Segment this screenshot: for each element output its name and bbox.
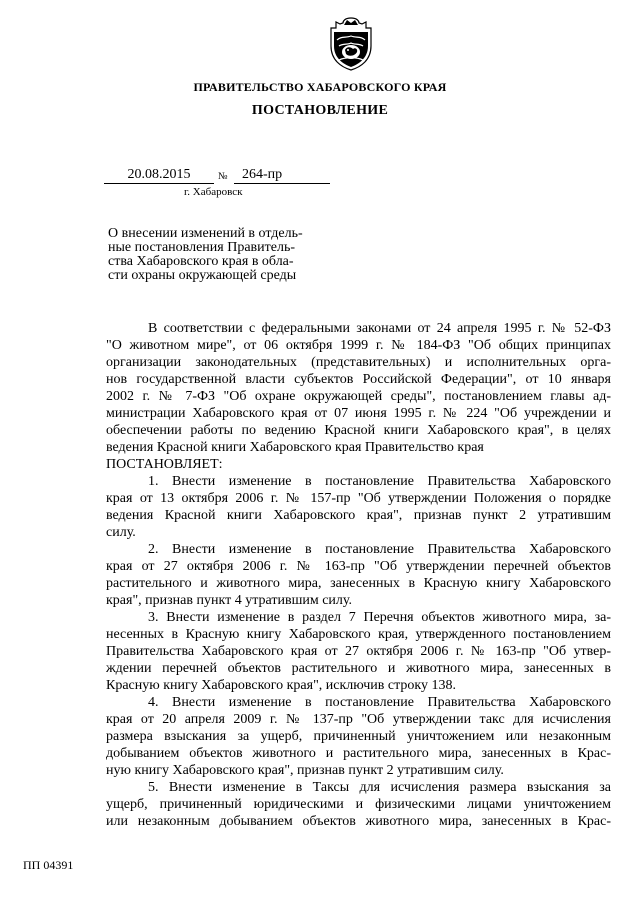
body-paragraph	[106, 541, 611, 609]
organization-name: ПРАВИТЕЛЬСТВО ХАБАРОВСКОГО КРАЯ	[193, 80, 447, 94]
body-line: добыванием объектов животного и растительного мира, занесенных в Крас-	[106, 746, 611, 761]
body-line: края от 20 апреля 2009 г. № 137-пр "Об утверждении такс для исчисления	[106, 712, 611, 727]
body-paragraph	[106, 456, 611, 473]
body-line: силу.	[106, 525, 136, 540]
document-subject	[108, 226, 303, 283]
body-paragraph	[106, 694, 611, 779]
subject-line: О внесении изменений в отдель-	[108, 226, 303, 241]
body-line: ную книгу Хабаровского края", признав пункт 2 утратившим силу.	[106, 763, 504, 778]
body-line: размера взыскания за ущерб, причиненный уничтожением или незаконным	[106, 729, 611, 744]
subject-line: сти охраны окружающей среды	[108, 268, 297, 283]
body-line: В соответствии с федеральными законами от 24 апреля 1995 г. № 52-ФЗ	[148, 321, 611, 336]
body-paragraph	[106, 320, 611, 456]
body-line: 4. Внести изменение в постановление Правительства Хабаровского	[148, 695, 611, 710]
body-line: 2002 г. № 7-ФЗ "Об охране окружающей среды", постановлением главы ад-	[106, 389, 611, 404]
body-line: 3. Внести изменение в раздел 7 Перечня объектов животного мира, за-	[148, 610, 611, 625]
body-line: 2. Внести изменение в постановление Правительства Хабаровского	[148, 542, 611, 557]
body-line: ущерб, причиненный юридическими и физическими лицами уничтожением	[106, 797, 611, 812]
body-line: нов государственной власти субъектов Российской Федерации", от 10 января	[106, 372, 611, 387]
body-line: Красную книгу Хабаровского края", исключив строку 138.	[106, 678, 456, 693]
body-line: растительного и животного мира, занесенных в Красную книгу Хабаровского	[106, 576, 611, 591]
body-paragraph	[106, 473, 611, 541]
body-line: министрации Хабаровского края от 07 июня 1995 г. № 224 "Об учреждении и	[106, 406, 611, 421]
body-line: 5. Внести изменение в Таксы для исчисления размера взыскания за	[148, 780, 611, 795]
document-city: г. Хабаровск	[184, 186, 243, 198]
body-paragraph	[106, 779, 611, 830]
body-line: ждении перечней объектов растительного и животного мира, занесенных в	[106, 661, 611, 676]
document-date: 20.08.2015	[104, 167, 214, 184]
body-line: края", признав пункт 4 утратившим силу.	[106, 593, 353, 608]
body-line: организации законодательных (представительных) и исполнительных орга-	[106, 355, 611, 370]
document-body	[106, 320, 611, 830]
body-line: или незаконным добыванием объектов животного мира, занесенных в Крас-	[106, 814, 611, 829]
khabarovsk-coat-of-arms-icon	[327, 16, 375, 72]
subject-line: ные постановления Правитель-	[108, 240, 296, 255]
body-line: края от 27 октября 2006 г. № 163-пр "Об утверждении перечней объектов	[106, 559, 611, 574]
body-line: Правительства Хабаровского края от 27 октября 2006 г. № 163-пр "Об утвер-	[106, 644, 611, 659]
body-line: ПОСТАНОВЛЯЕТ:	[106, 457, 223, 472]
body-line: обеспечении работы по ведению Красной книги Хабаровского края", в целях	[106, 423, 611, 438]
subject-line: ства Хабаровского края в обла-	[108, 254, 294, 269]
body-paragraph	[106, 609, 611, 694]
document-number: 264-пр	[234, 167, 330, 184]
body-line: 1. Внести изменение в постановление Правительства Хабаровского	[148, 474, 611, 489]
document-type: ПОСТАНОВЛЕНИЕ	[251, 103, 389, 118]
body-line: края от 13 октября 2006 г. № 157-пр "Об утверждении Положения о порядке	[106, 491, 611, 506]
body-line: ведения Красной книги Хабаровского края Правительство края	[106, 440, 484, 455]
body-line: "О животном мире", от 06 октября 1999 г. № 184-ФЗ "Об общих принципах	[106, 338, 611, 353]
body-line: несенных в Красную книгу Хабаровского края, утвержденного постановлением	[106, 627, 611, 642]
body-line: ведения Красной книги Хабаровского края", признав пункт 2 утратившим	[106, 508, 611, 523]
number-sign: №	[218, 171, 228, 182]
footer-code: ПП 04391	[23, 858, 74, 872]
